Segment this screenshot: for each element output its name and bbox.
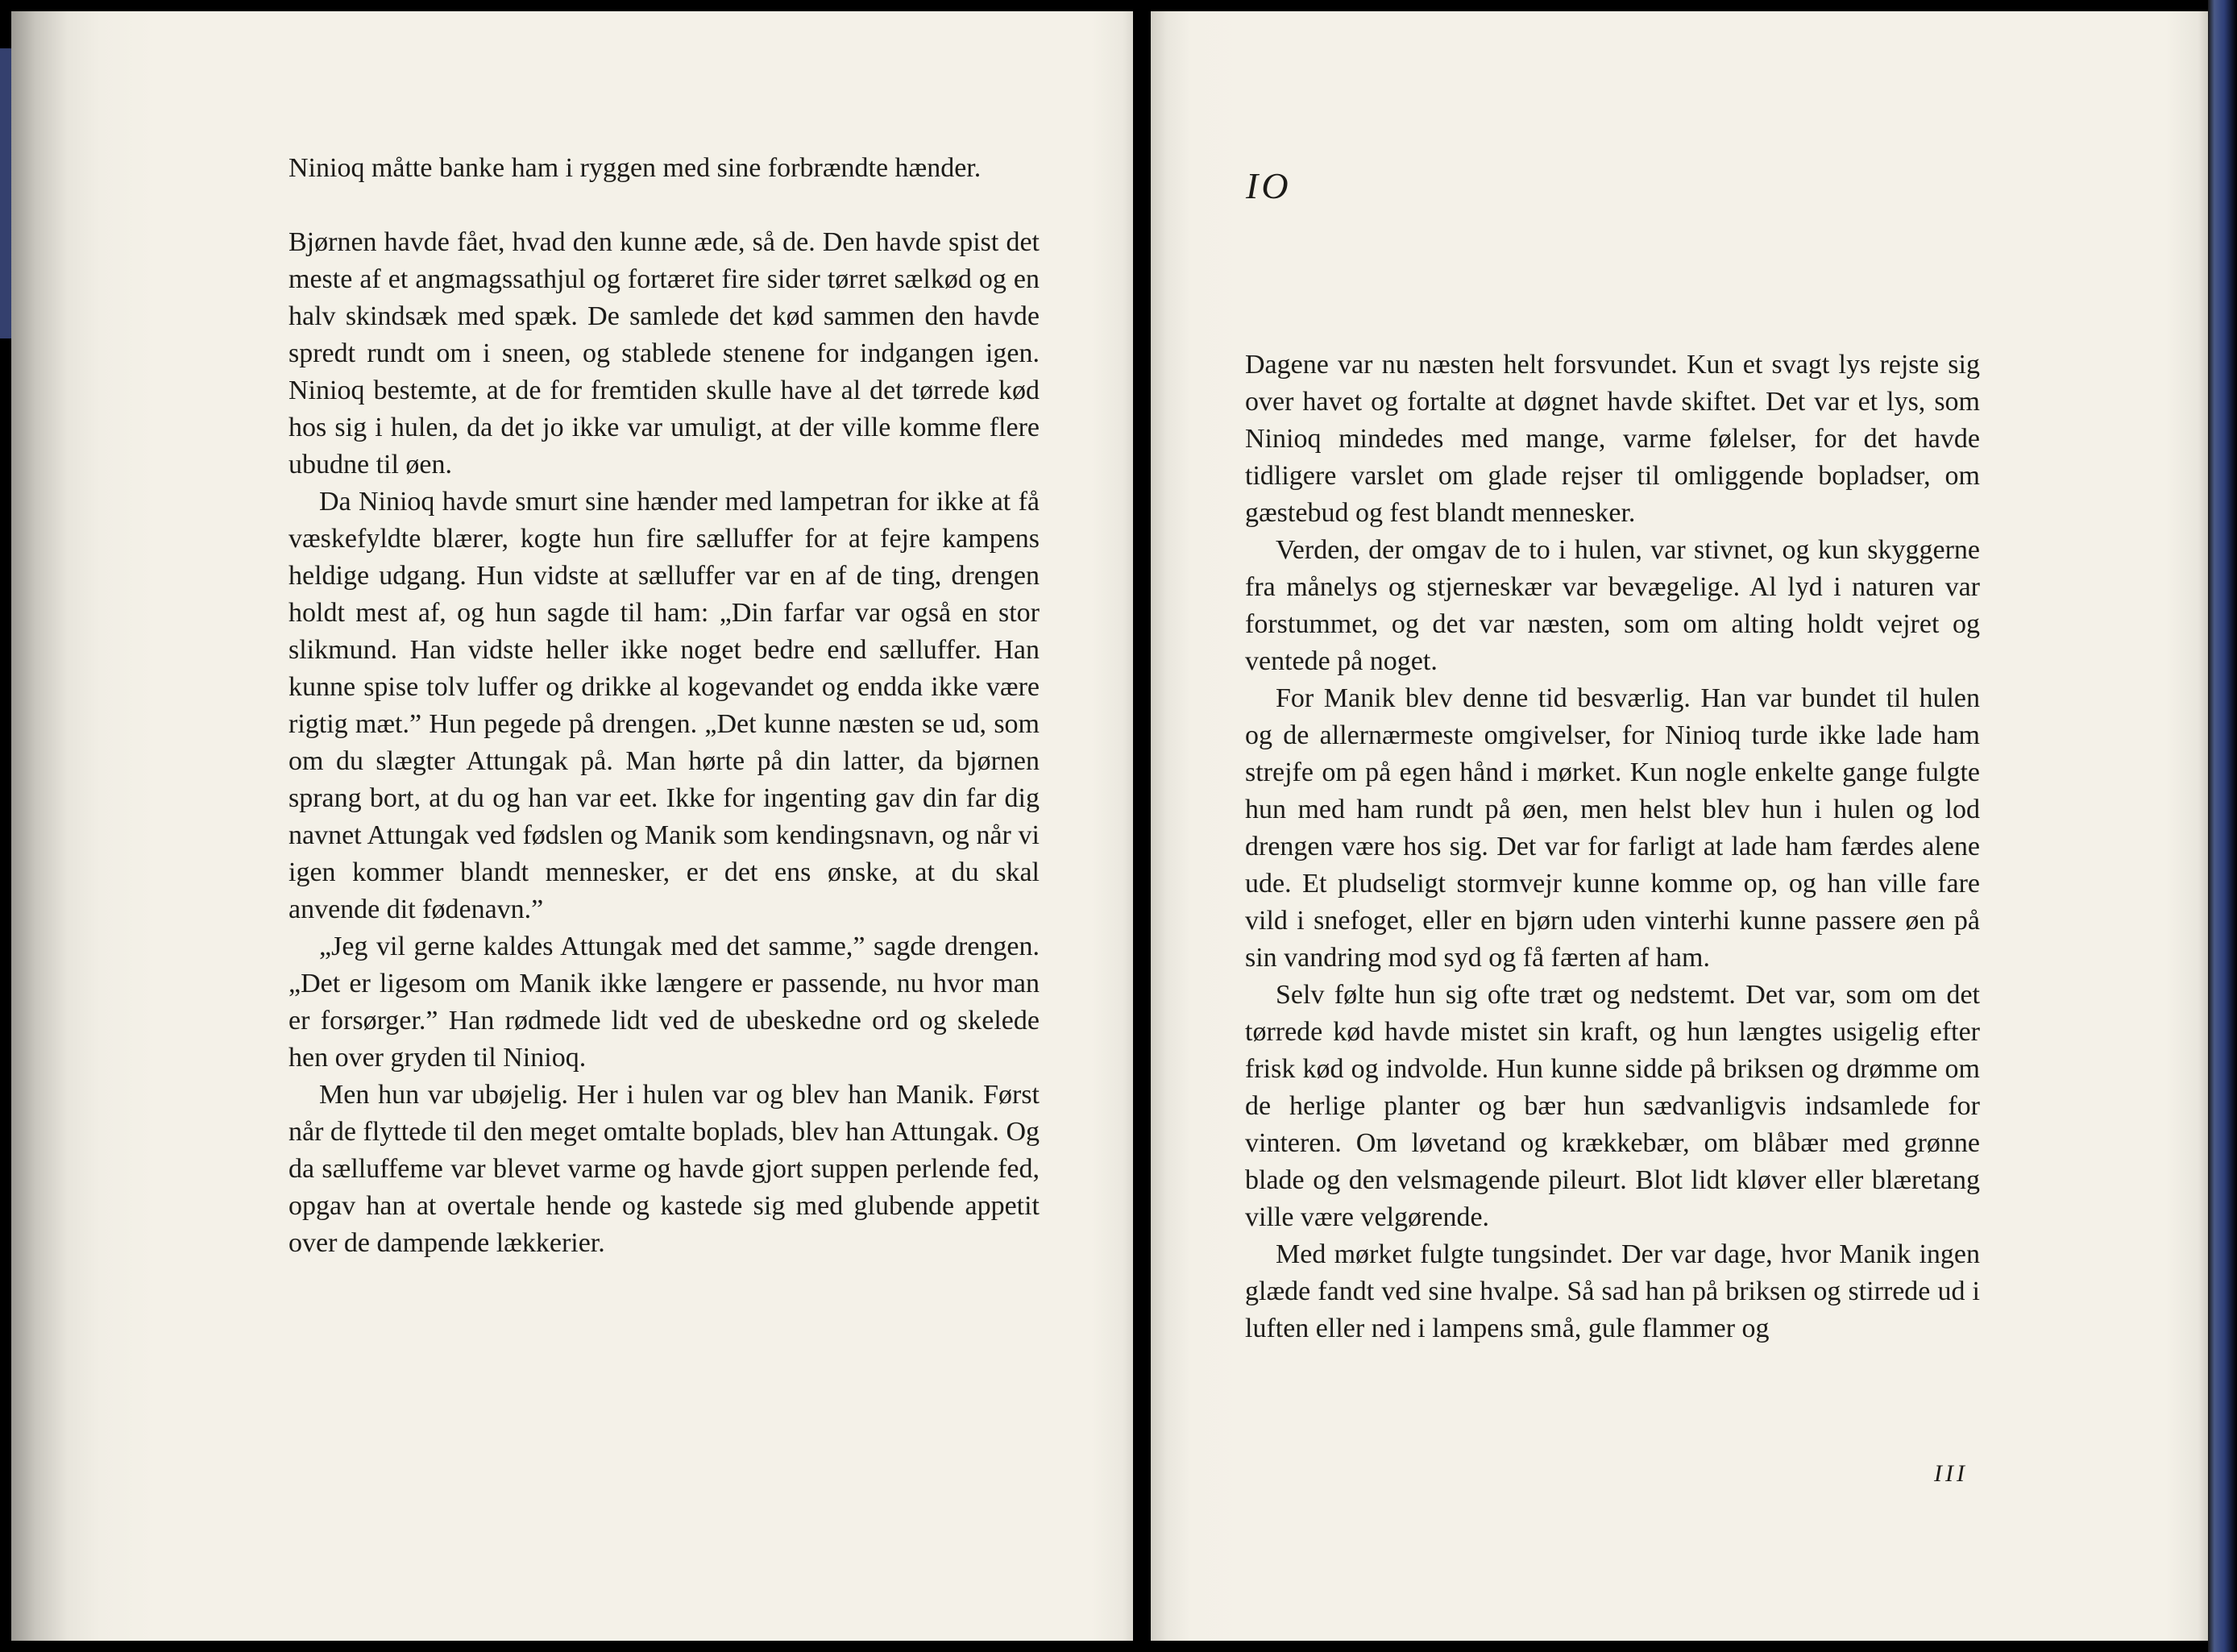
- chapter-number: IO: [1246, 165, 1292, 206]
- right-page-text: [1245, 347, 1980, 1347]
- right-paragraph-5: Med mørket fulgte tungsindet. Der var dage, hvor Manik ingen glæde fandt ved sine hvalpe. Så sad han på briksen og stirrede ud i luften eller ned i lampens små, gule flammer og: [1245, 1239, 1980, 1343]
- left-paragraph-1: Ninioq måtte banke ham i ryggen med sine forbrændte hænder.: [288, 153, 982, 183]
- left-paragraph-5: Men hun var ubøjelig. Her i hulen var og blev han Manik. Først når de flyttede til den meget omtalte boplads, blev han Attungak. Og da sælluffeme var blevet varme og havde gjort suppen perlende fed, opgav han at overtale hende og kastede sig med glubende appetit over de dampende lækkerier.: [288, 1080, 1040, 1258]
- right-paragraph-3: For Manik blev denne tid besværlig. Han var bundet til hulen og de allernærmeste omgivelser, for Ninioq turde ikke lade ham strejfe om på egen hånd i mørket. Kun nogle enkelte gange fulgte hun med ham rundt på øen, men helst blev hun i hulen og lod drengen være hos sig. Det var for farligt at lade ham færdes alene ude. Et pludseligt stormvejr kunne komme op, og han ville fare vild i snefoget, eller en bjørn uden vinterhi kunne passere øen på sin vandring mod syd og få færten af ham.: [1245, 683, 1980, 973]
- left-paragraph-4: „Jeg vil gerne kaldes Attungak med det samme,” sagde drengen. „Det er ligesom om Manik ikke længere er passende, nu hvor man er forsørger.” Han rødmede lidt ved de ubeskedne ord og skelede hen over gryden til Ninioq.: [288, 932, 1040, 1073]
- right-paragraph-1: Dagene var nu næsten helt forsvundet. Kun et svagt lys rejste sig over havet og fortalte at døgnet havde skiftet. Det var et lys, som Ninioq mindedes med mange, varme følelser, for det havde tidligere varslet om glade rejser til omliggende bopladser, om gæstebud og fest blandt mennesker.: [1245, 350, 1980, 528]
- right-edge-strip: [2208, 0, 2237, 1652]
- left-edge-strip: [0, 48, 11, 338]
- page-number: III: [1934, 1460, 1968, 1487]
- left-paragraph-3: Da Ninioq havde smurt sine hænder med lampetran for ikke at få væskefyldte blærer, kogte hun fire sælluffer for at fejre kampens heldige udgang. Hun vidste at sælluffer var en af de ting, drengen holdt mest af, og hun sagde til ham: „Din farfar var også en stor slikmund. Han vidste heller ikke noget bedre end sælluffer. Han kunne spise tolv luffer og drikke al kogevandet og endda ikke være rigtig mæt.” Hun pegede på drengen. „Det kunne næsten se ud, som om du slægter Attungak på. Man hørte på din latter, da bjørnen sprang bort, at du og han var eet. Ikke for ingenting gav din far dig navnet Attungak ved fødslen og Manik som kendingsnavn, og når vi igen kommer blandt mennesker, er det ens ønske, at du skal anvende dit fødenavn.”: [288, 487, 1040, 924]
- right-paragraph-4: Selv følte hun sig ofte træt og nedstemt. Det var, som om det tørrede kød havde mistet sin kraft, og hun længtes usigelig efter frisk kød og indvolde. Hun kunne sidde på briksen og drømme om de herlige planter og bær hun sædvanligvis indsamlede for vinteren. Om løvetand og krækkebær, om blåbær med grønne blade og den velsmagende pileurt. Blot lidt kløver eller blæretang ville være velgørende.: [1245, 980, 1980, 1232]
- right-paragraph-2: Verden, der omgav de to i hulen, var stivnet, og kun skyggerne fra månelys og stjerneskær var bevægelige. Al lyd i naturen var forstummet, og det var næsten, som om alting holdt vejret og ventede på noget.: [1245, 535, 1980, 676]
- left-page-text: [288, 150, 1040, 1262]
- left-paragraph-2: Bjørnen havde fået, hvad den kunne æde, så de. Den havde spist det meste af et angmagssathjul og fortæret fire sider tørret sælkød og en halv skindsæk med spæk. De samlede det kød sammen den havde spredt rundt om i sneen, og stablede stenene for indgangen igen. Ninioq bestemte, at de for fremtiden skulle have al det tørrede kød hos sig i hulen, da det jo ikke var umuligt, at der ville komme flere ubudne til øen.: [288, 227, 1040, 479]
